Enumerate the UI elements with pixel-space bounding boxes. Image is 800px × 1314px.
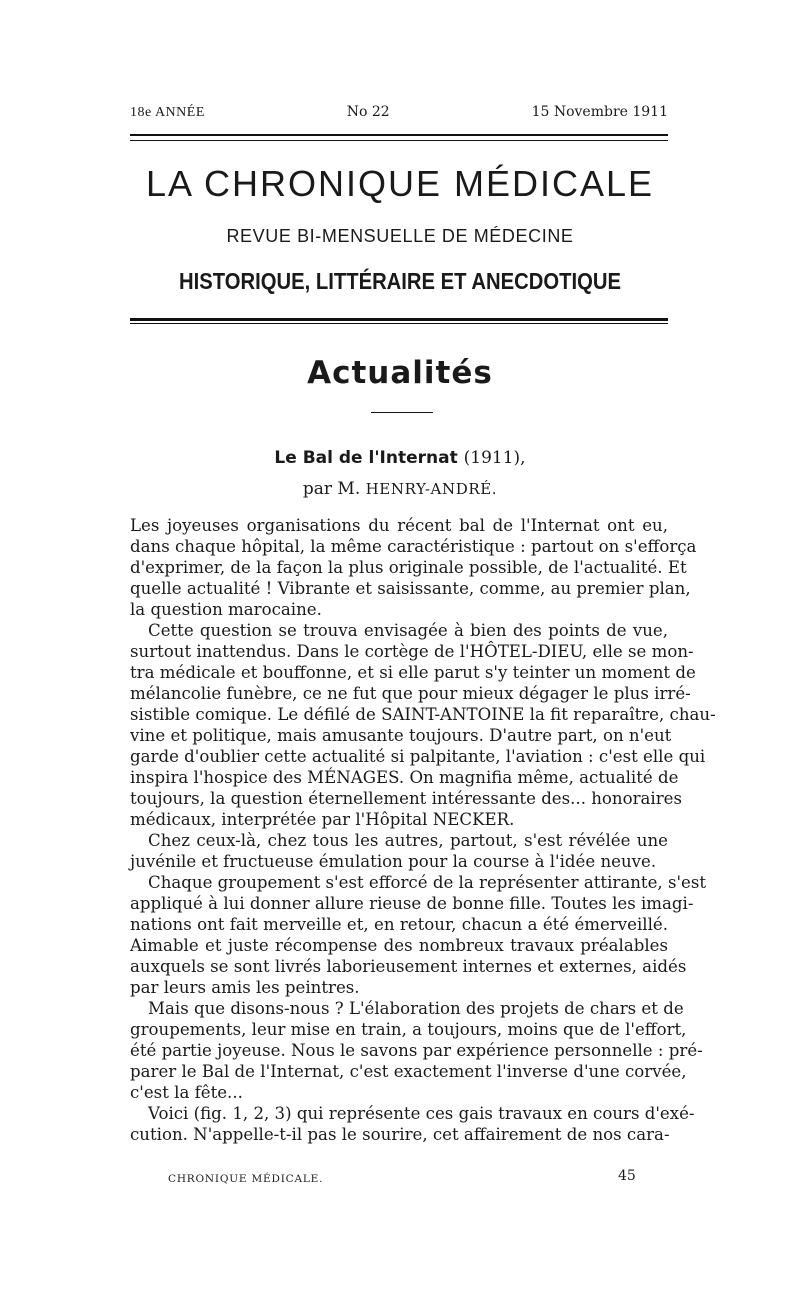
header-rule (130, 134, 668, 136)
body-line: quelle actualité ! Vibrante et saisissante, comme, au premier plan, (130, 579, 691, 598)
body-line: groupements, leur mise en train, a toujours, moins que de l'effort, (130, 1020, 687, 1039)
body-line: parer le Bal de l'Internat, c'est exactement l'inverse d'une corvée, (130, 1062, 687, 1081)
header-rule-thin (130, 140, 668, 141)
body-line: Chaque groupement s'est efforcé de la représenter attirante, s'est (148, 873, 707, 892)
body-line: inspira l'hospice des MÉNAGES. On magnifia même, actualité de (130, 768, 679, 787)
body-line: mélancolie funèbre, ce ne fut que pour mieux dégager le plus irré- (130, 684, 691, 703)
body-line: surtout inattendus. Dans le cortège de l'HÔTEL-DIEU, elle se mon- (130, 642, 694, 661)
body-line: été partie joyeuse. Nous le savons par expérience personnelle : pré- (130, 1041, 703, 1060)
body-line: sistible comique. Le défilé de SAINT-ANTOINE la fit reparaître, chau- (130, 705, 716, 724)
journal-subtitle-2: HISTORIQUE, LITTÉRAIRE ET ANECDOTIQUE (179, 268, 621, 294)
article-title-year: (1911), (463, 448, 526, 468)
body-line: Mais que disons-nous ? L'élaboration des projets de chars et de (148, 999, 684, 1018)
body-line: Voici (fig. 1, 2, 3) qui représente ces gais travaux en cours d'exé- (148, 1104, 695, 1123)
page-number: 45 (618, 1168, 636, 1184)
byline-author: HENRY-ANDRÉ. (365, 480, 498, 498)
body-line: Chez ceux-là, chez tous les autres, partout, s'est révélée une (148, 831, 668, 850)
body-line: c'est la fête... (130, 1083, 243, 1102)
issue-date: 15 Novembre 1911 (531, 104, 668, 120)
running-header (130, 104, 668, 121)
body-line: nations ont fait merveille et, en retour, chacun a été émerveillé. (130, 915, 668, 934)
body-line: appliqué à lui donner allure rieuse de bonne fille. Toutes les imagi- (130, 894, 694, 913)
body-line: la question marocaine. (130, 600, 322, 619)
issue-number: No 22 (346, 104, 390, 120)
body-line: cution. N'appelle-t-il pas le sourire, cet affairement de nos cara- (130, 1125, 670, 1144)
body-line: Aimable et juste récompense des nombreux travaux préalables (130, 936, 668, 955)
article-title-text: Le Bal de l'Internat (274, 448, 458, 468)
byline-prefix: par M. (302, 479, 361, 499)
body-line: toujours, la question éternellement intéressante des... honoraires (130, 789, 683, 808)
body-line: Les joyeuses organisations du récent bal de l'Internat ont eu, (130, 516, 668, 535)
section-divider (371, 412, 433, 413)
journal-subtitle: REVUE BI-MENSUELLE DE MÉDECINE (226, 226, 574, 246)
body-line: dans chaque hôpital, la même caractéristique : partout on s'efforça (130, 537, 697, 556)
body-line: par leurs amis les peintres. (130, 978, 360, 997)
masthead-rule-thin (130, 323, 668, 324)
article-title (150, 448, 650, 468)
section-heading: Actualités (307, 355, 493, 391)
year-label: 18e ANNÉE (130, 105, 205, 120)
body-line: auxquels se sont livrés laborieusement internes et externes, aidés (130, 957, 687, 976)
body-line: médicaux, interprétée par l'Hôpital NECKER. (130, 810, 515, 829)
body-line: garde d'oublier cette actualité si palpitante, l'aviation : c'est elle qui (130, 747, 706, 766)
body-line: juvénile et fructueuse émulation pour la course à l'idée neuve. (130, 852, 657, 871)
body-line: d'exprimer, de la façon la plus originale possible, de l'actualité. Et (130, 558, 687, 577)
journal-title: LA CHRONIQUE MÉDICALE (145, 163, 655, 204)
footer-journal: CHRONIQUE MÉDICALE. (168, 1173, 324, 1185)
body-line: Cette question se trouva envisagée à bien des points de vue, (148, 621, 668, 640)
byline (150, 479, 650, 499)
masthead-rule (130, 318, 668, 321)
body-line: tra médicale et bouffonne, et si elle parut s'y teinter un moment de (130, 663, 696, 682)
body-line: vine et politique, mais amusante toujours. D'autre part, on n'eut (130, 726, 672, 745)
